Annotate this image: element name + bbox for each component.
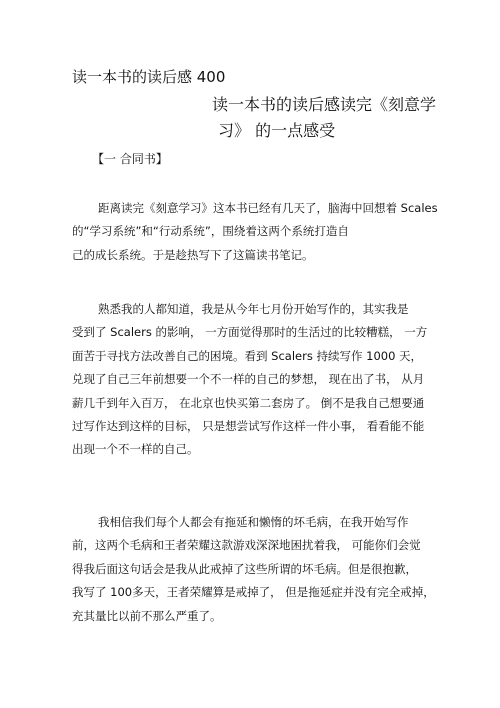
article-heading-line-2: 习》 的一点感受	[218, 121, 336, 140]
article-heading-line-1: 读一本书的读后感读完《刻意学	[212, 95, 437, 114]
paragraph-line: 距离读完《刻意学习》这本书已经有几天了，脑海中回想着 Scales	[98, 201, 438, 215]
paragraph-line: 己的成长系统。于是趁热写下了这篇读书笔记。	[72, 247, 314, 262]
paragraph-line: 的“学习系统”和“行动系统”，围绕着这两个系统打造自	[72, 224, 349, 239]
paragraph-line: 熟悉我的人都知道，我是从今年七月份开始写作的，其实我是	[98, 302, 409, 316]
paragraph-1	[72, 197, 438, 267]
paragraph-line: 薪几千到年入百万， 在北京也快买第二套房了。 倒不是我自己想要通	[72, 395, 425, 410]
paragraph-line: 出现一个不一样的自己。	[72, 442, 199, 457]
paragraph-line: 充其量比以前不那么严重了。	[72, 608, 222, 623]
paragraph-line: 我相信我们每个人都会有拖延和懒惰的坏毛病，在我开始写作	[98, 515, 409, 529]
paragraph-line: 我写了 100多天，王者荣耀算是戒掉了， 但是拖延症并没有完全戒掉，	[72, 585, 435, 600]
paragraph-line: 面苦于寻找方法改善自己的困境。看到 Scalers 持续写作 1000 天，	[72, 348, 423, 363]
document-title: 读一本书的读后感 400	[72, 68, 226, 86]
paragraph-line: 前，这两个毛病和王者荣耀这款游戏深深地困扰着我， 可能你们会觉	[72, 538, 421, 553]
paragraph-line: 得我后面这句话会是我从此戒掉了这些所谓的坏毛病。但是很抱歉，	[72, 561, 417, 576]
paragraph-2	[72, 298, 427, 462]
paragraph-line: 兑现了自己三年前想要一个不一样的自己的梦想， 现在出了书， 从月	[72, 372, 425, 387]
paragraph-3	[72, 511, 435, 628]
paragraph-line: 过写作达到这样的目标， 只是想尝试写作这样一件小事， 看看能不能	[72, 418, 425, 433]
section-heading: 【一 合同书】	[92, 152, 168, 166]
paragraph-line: 受到了 Scalers 的影响， 一方面觉得那时的生活过的比较糟糕， 一方	[72, 325, 428, 340]
